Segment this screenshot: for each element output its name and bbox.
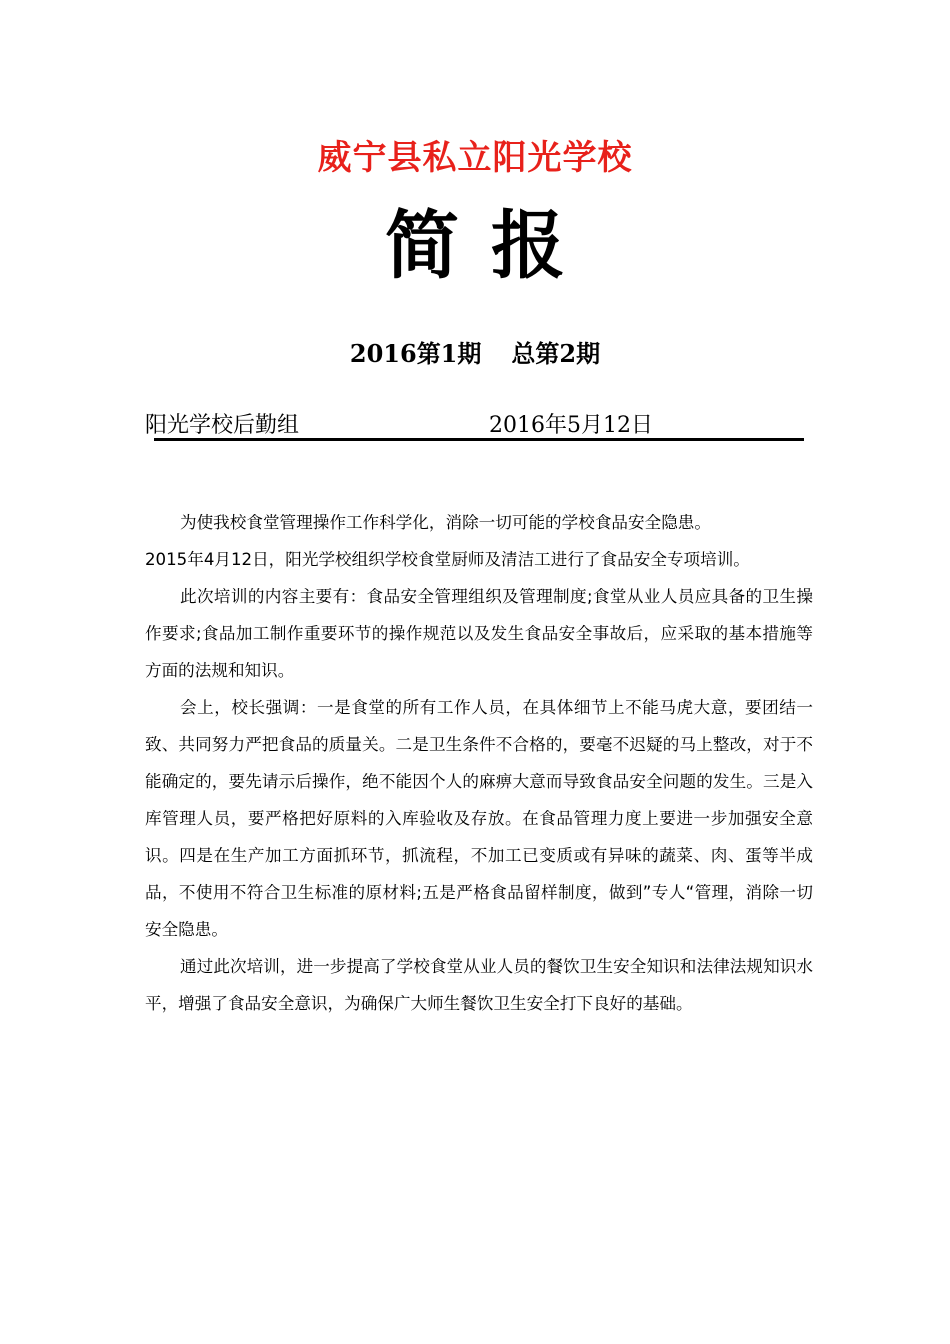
paragraph-3: 会上，校长强调：一是食堂的所有工作人员，在具体细节上不能马虎大意，要团结一致、共同努力严把食品的质量关。二是卫生条件不合格的，要毫不迟疑的马上整改，对于不能确定的，要先请示后操作，绝不能因个人的麻痹大意而导致食品安全问题的发生。三是入库管理人员，要严格把好原料的入库验收及存放。在食品管理力度上要进一步加强安全意识。四是在生产加工方面抓环节，抓流程，不加工已变质或有异味的蔬菜、肉、蛋等半成品，不使用不符合卫生标准的原材料;五是严格食品留样制度，做到”专人“管理，消除一切安全隐患。 bbox=[145, 698, 813, 939]
issue-line bbox=[0, 334, 950, 369]
paragraph-1-continued: 2015年4月12日，阳光学校组织学校食堂厨师及清洁工进行了食品安全专项培训。 bbox=[145, 550, 750, 569]
issue-total: 总第2期 bbox=[511, 339, 601, 368]
header-divider bbox=[154, 438, 804, 441]
paragraph-2: 此次培训的内容主要有：食品安全管理组织及管理制度;食堂从业人员应具备的卫生操作要求;食品加工制作重要环节的操作规范以及发生食品安全事故后，应采取的基本措施等方面的法规和知识。 bbox=[145, 587, 813, 680]
bulletin-title: 简报 bbox=[385, 203, 597, 289]
department: 阳光学校后勤组 bbox=[145, 413, 300, 438]
paragraph-4: 通过此次培训，进一步提高了学校食堂从业人员的餐饮卫生安全知识和法律法规知识水平，增强了食品安全意识，为确保广大师生餐饮卫生安全打下良好的基础。 bbox=[145, 957, 813, 1013]
school-name: 威宁县私立阳光学校 bbox=[317, 138, 633, 178]
article-body bbox=[145, 504, 813, 1022]
paragraph-1: 为使我校食堂管理操作工作科学化，消除一切可能的学校食品安全隐患。 bbox=[180, 513, 711, 532]
issue-date: 2016年5月12日 bbox=[489, 413, 653, 438]
issue-number: 2016第1期 bbox=[349, 339, 482, 368]
